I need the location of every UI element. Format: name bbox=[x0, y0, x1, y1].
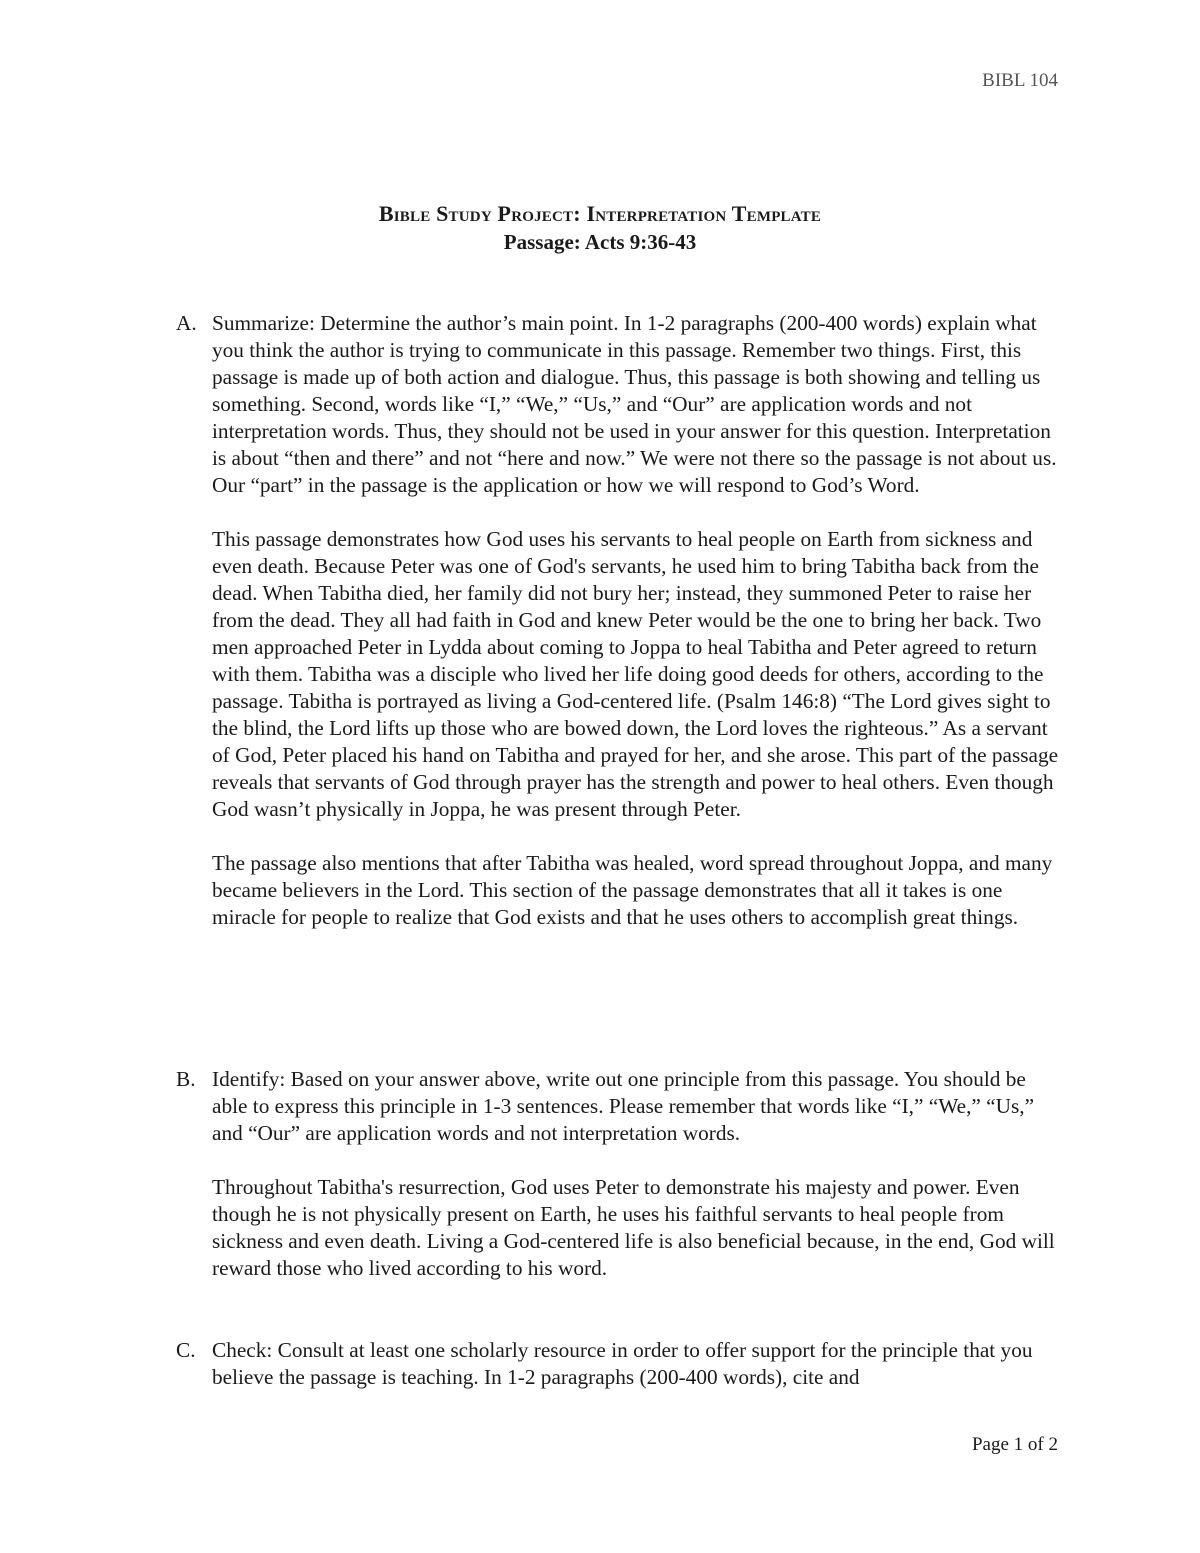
section-prompt: Summarize: Determine the author’s main point. In 1-2 paragraphs (200-400 words) explain what you think the author is trying to communicate in this passage. Remember two things. First, this passage is made up of both action and dialogue. Thus, this passage is both showing and telling us something. Second, words like “I,” “We,” “Us,” and “Our” are application words and not interpretation words. Thus, they should not be used in your answer for this question. Interpretation is about “then and there” and not “here and now.” We were not there so the passage is not about us. Our “part” in the passage is the application or how we will respond to God’s Word. bbox=[212, 311, 1057, 497]
section-b bbox=[176, 1066, 1066, 1282]
document-title bbox=[0, 201, 1200, 227]
section-a bbox=[176, 310, 1066, 931]
title-text: Bible Study Project: Interpretation Template bbox=[378, 201, 822, 226]
section-prompt: Check: Consult at least one scholarly resource in order to offer support for the principle that you believe the passage is teaching. In 1-2 paragraphs (200-400 words), cite and bbox=[212, 1338, 1033, 1389]
section-letter: C. bbox=[176, 1338, 196, 1362]
section-body bbox=[212, 1337, 1066, 1391]
course-code-header: BIBL 104 bbox=[982, 70, 1058, 91]
passage-reference: Passage: Acts 9:36-43 bbox=[503, 230, 697, 254]
answer-paragraph: The passage also mentions that after Tabitha was healed, word spread throughout Joppa, and many became believers in the Lord. This section of the passage demonstrates that all it takes is one miracle for people to realize that God exists and that he uses others to accomplish great things. bbox=[212, 851, 1053, 929]
section-body bbox=[212, 1066, 1066, 1282]
answer-paragraph: This passage demonstrates how God uses his servants to heal people on Earth from sickness and even death. Because Peter was one of God's servants, he used him to bring Tabitha back from the dead. When Tabitha died, her family did not bury her; instead, they summoned Peter to raise her from the dead. They all had faith in God and knew Peter would be the one to bring her back. Two men approached Peter in Lydda about coming to Joppa to heal Tabitha and Peter agreed to return with them. Tabitha was a disciple who lived her life doing good deeds for others, according to the passage. Tabitha is portrayed as living a God-centered life. (Psalm 146:8) “The Lord gives sight to the blind, the Lord lifts up those who are bowed down, the Lord loves the righteous.” As a servant of God, Peter placed his hand on Tabitha and prayed for her, and she arose. This part of the passage reveals that servants of God through prayer has the strength and power to heal others. Even though God wasn’t physically in Joppa, he was present through Peter. bbox=[212, 527, 1059, 821]
section-c bbox=[176, 1337, 1066, 1391]
page-number: Page 1 of 2 bbox=[971, 1434, 1058, 1455]
section-letter: A. bbox=[176, 311, 197, 335]
answer-paragraph: Throughout Tabitha's resurrection, God uses Peter to demonstrate his majesty and power. Even though he is not physically present on Earth, he uses his faithful servants to heal people from sickness and even death. Living a God-centered life is also beneficial because, in the end, God will reward those who lived according to his word. bbox=[212, 1175, 1055, 1280]
section-body bbox=[212, 310, 1066, 931]
section-prompt: Identify: Based on your answer above, write out one principle from this passage. You should be able to express this principle in 1-3 sentences. Please remember that words like “I,” “We,” “Us,” and “Our” are application words and not interpretation words. bbox=[212, 1067, 1035, 1145]
section-letter: B. bbox=[176, 1067, 196, 1091]
